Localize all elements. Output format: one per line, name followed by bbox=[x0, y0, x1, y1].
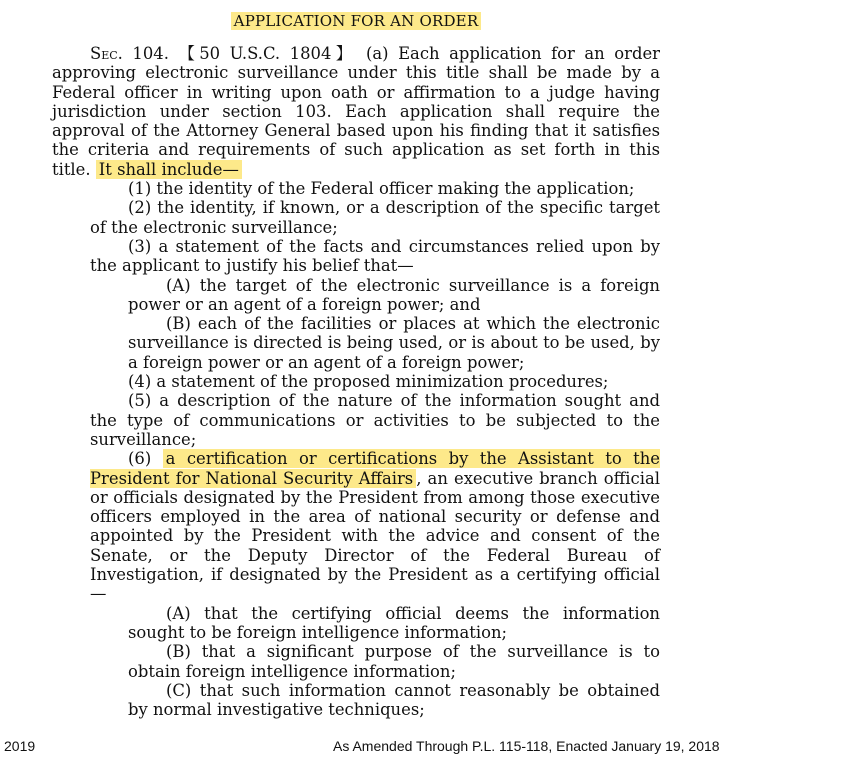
footer-year: 2019 bbox=[4, 738, 36, 754]
item-1: (1) the identity of the Federal officer making the application; bbox=[128, 179, 635, 199]
item-6-number: (6) bbox=[128, 449, 152, 469]
section-intro-text: (a) Each application for an order approving electronic surveillance under this title shall be made by a Federal officer in writing upon oath or affirmation to a judge having jurisdiction under section 103. Each application shall require the approval of the Attorney General based upon his finding that it satisfies the criteria and requirements of such application as set forth in this title. bbox=[52, 44, 660, 179]
page-footer bbox=[0, 738, 858, 756]
item-6-rest: , an executive branch official or officials designated by the President from among those executive officers employed in the area of national security or defense and appointed by the President with the advice and consent of the Senate, or the Deputy Director of the Federal Bureau of Investigation, if designated by the President as a certifying official— bbox=[90, 468, 660, 604]
item-5: (5) a description of the nature of the information sought and the type of communications or activities to be subjected to the surveillance; bbox=[90, 391, 660, 449]
section-heading bbox=[52, 12, 660, 30]
section-citation: 【50 U.S.C. 1804】 bbox=[178, 44, 357, 63]
item-3-a: (A) the target of the electronic surveillance is a foreign power or an agent of a foreign power; and bbox=[128, 275, 660, 314]
footer-amendment-note: As Amended Through P.L. 115-118, Enacted January 19, 2018 bbox=[333, 738, 720, 754]
item-2: (2) the identity, if known, or a description of the specific target of the electronic surveillance; bbox=[90, 198, 660, 237]
intro-highlight: It shall include— bbox=[96, 160, 242, 179]
statute-body bbox=[52, 44, 660, 719]
heading-highlight: APPLICATION FOR AN ORDER bbox=[231, 12, 482, 30]
item-3-b: (B) each of the facilities or places at which the electronic surveillance is directed is being used, or is about to be used, by a foreign power or an agent of a foreign power; bbox=[128, 314, 660, 372]
item-6-c: (C) that such information cannot reasonably be obtained by normal investigative techniques; bbox=[128, 680, 660, 720]
item-4: (4) a statement of the proposed minimization procedures; bbox=[128, 372, 609, 392]
section-intro-paragraph bbox=[52, 44, 660, 179]
section-label: Sec. 104. bbox=[90, 44, 169, 63]
item-6 bbox=[90, 449, 660, 603]
item-6-a: (A) that the certifying official deems the information sought to be foreign intelligence information; bbox=[128, 603, 660, 642]
item-3: (3) a statement of the facts and circumstances relied upon by the applicant to justify his belief that— bbox=[90, 236, 660, 276]
item-6-b: (B) that a significant purpose of the surveillance is to obtain foreign intelligence information; bbox=[128, 642, 660, 681]
item-6-highlight: a certification or certifications by the Assistant to the President for National Security Affairs bbox=[90, 449, 661, 488]
